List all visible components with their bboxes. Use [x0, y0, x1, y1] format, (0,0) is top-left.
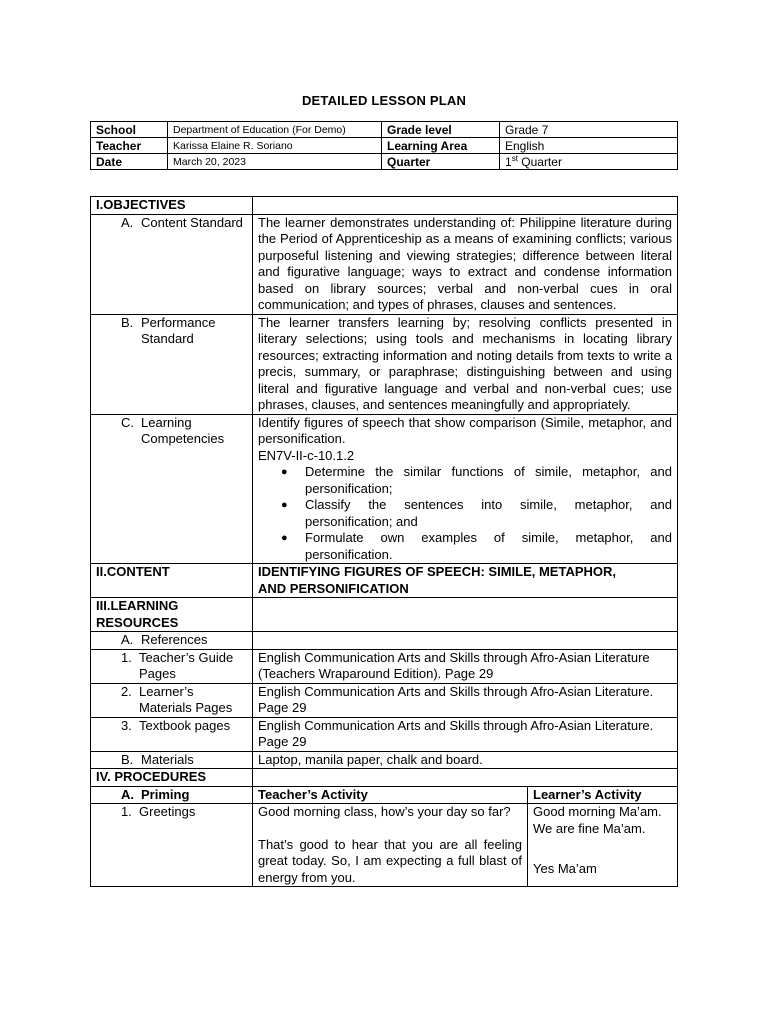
competency-list	[258, 464, 672, 563]
performance-standard-text: The learner transfers learning by; resolving conflicts presented in literary selections; using tools and mechanisms in locating library resources; extracting information and noting details from texts to write a precis, summary, or paraphrase; distinguishing between and using literal and figurative language and verbal and non-verbal cues; use phrases, clauses, and sentences meaningfully and appropriately.	[253, 314, 678, 414]
resources-heading: III.LEARNING RESOURCES	[91, 598, 253, 632]
learner-activity-header: Learner’s Activity	[528, 786, 678, 804]
performance-standard-label: B. Performance Standard	[91, 314, 253, 414]
teacher-line: That’s good to hear that you are all feeling great today. So, I am expecting a full blast of energy from you.	[258, 836, 522, 885]
competency-code: EN7V-II-c-10.1.2	[258, 447, 355, 463]
content-text: IDENTIFYING FIGURES OF SPEECH: SIMILE, METAPHOR, AND PERSONIFICATION	[253, 564, 678, 598]
date-label: Date	[91, 154, 168, 170]
date-value: March 20, 2023	[168, 154, 382, 170]
area-value: English	[500, 138, 678, 154]
document-title: DETAILED LESSON PLAN	[301, 93, 467, 108]
materials-text: Laptop, manila paper, chalk and board.	[253, 751, 678, 769]
school-label: School	[91, 122, 168, 138]
list-item: ● Classify the sentences into simile, metaphor, and personification; and	[281, 497, 672, 529]
references-label: A. References	[91, 632, 253, 650]
list-item: ● Determine the similar functions of simile, metaphor, and personification;	[281, 464, 672, 496]
materials-label: B. Materials	[91, 751, 253, 769]
quarter-label: Quarter	[382, 154, 500, 170]
learning-competencies-label: C. Learning Competencies	[91, 414, 253, 564]
teacher-value: Karissa Elaine R. Soriano	[168, 138, 382, 154]
resource-item-text: English Communication Arts and Skills through Afro-Asian Literature. Page 29	[253, 717, 678, 751]
greetings-label: 1. Greetings	[91, 804, 253, 887]
teacher-label: Teacher	[91, 138, 168, 154]
teacher-line: Good morning class, how’s your day so far?	[258, 804, 511, 819]
content-standard-text: The learner demonstrates understanding of: Philippine literature during the Period of Apprenticeship as a means of examining conflicts; various purposeful listening and viewing strategies; difference between literal and figurative language; ways to extract and condense information based on library sources; verbal and non-verbal cues in oral communication; and types of phrases, clauses and sentences.	[253, 214, 678, 314]
grade-value: Grade 7	[500, 122, 678, 138]
content-heading: II.CONTENT	[91, 564, 253, 598]
content-standard-label: A. Content Standard	[91, 214, 253, 314]
priming-label: A. Priming	[91, 786, 253, 804]
header-table	[90, 121, 678, 170]
procedures-heading: IV. PROCEDURES	[91, 769, 253, 787]
resource-item-label: 1. Teacher’s Guide Pages	[91, 649, 253, 683]
teacher-activity-cell	[253, 804, 528, 887]
quarter-value: 1st Quarter	[500, 154, 678, 170]
competency-text: Identify figures of speech that show comparison (Simile, metaphor, and personification.	[258, 414, 672, 446]
area-label: Learning Area	[382, 138, 500, 154]
grade-label: Grade level	[382, 122, 500, 138]
objectives-heading: I.OBJECTIVES	[91, 197, 253, 215]
list-item: ● Formulate own examples of simile, metaphor, and personification.	[281, 530, 672, 562]
learning-competencies-cell	[253, 414, 678, 564]
resource-item-label: 2. Learner’s Materials Pages	[91, 683, 253, 717]
lesson-plan-table	[90, 196, 678, 887]
school-value: Department of Education (For Demo)	[168, 122, 382, 138]
resource-item-label: 3. Textbook pages	[91, 717, 253, 751]
resource-item-text: English Communication Arts and Skills through Afro-Asian Literature. Page 29	[253, 683, 678, 717]
teacher-activity-header: Teacher’s Activity	[253, 786, 528, 804]
learner-line: Yes Ma’am	[533, 861, 597, 876]
learner-activity-cell	[528, 804, 678, 887]
resource-item-text: English Communication Arts and Skills through Afro-Asian Literature (Teachers Wraparound Edition). Page 29	[253, 649, 678, 683]
learner-line: Good morning Ma’am. We are fine Ma’am.	[533, 804, 662, 836]
